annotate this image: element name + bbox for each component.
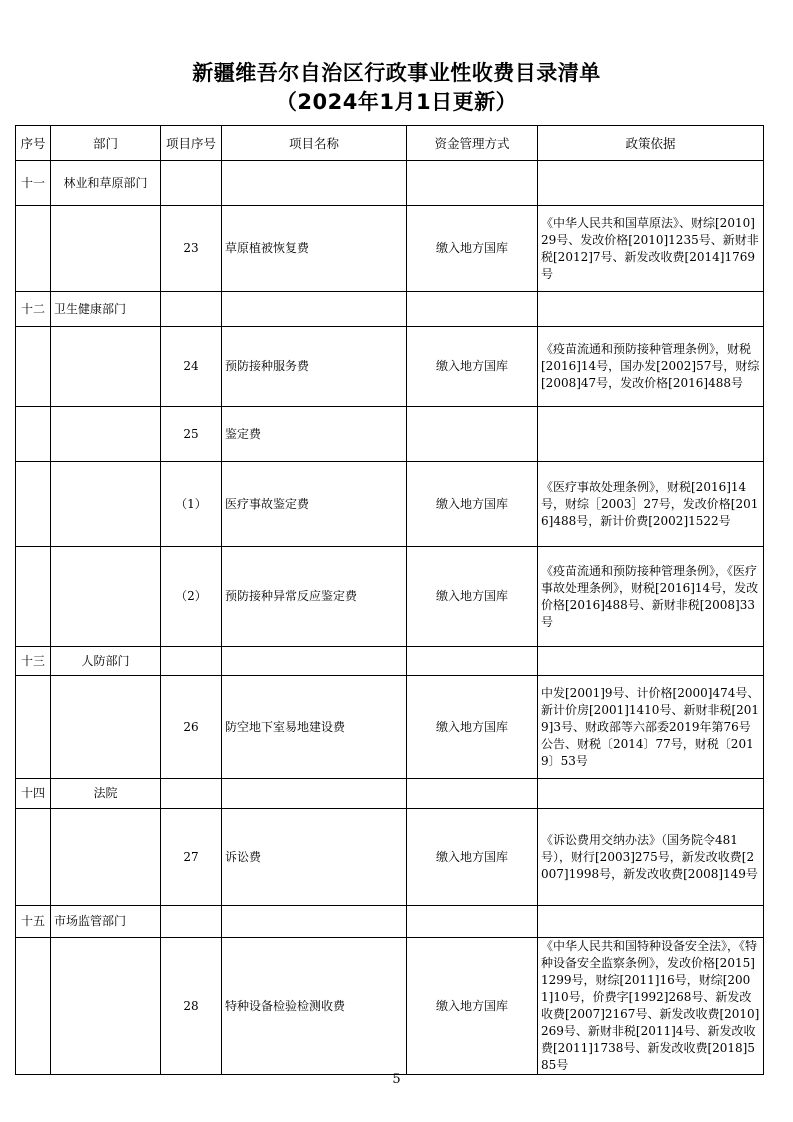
dept-cell: 林业和草原部门 — [51, 161, 161, 206]
item-no-cell: 28 — [161, 938, 222, 1075]
item-no-cell: 24 — [161, 327, 222, 407]
policy-cell: 《中华人民共和国草原法》、财综[2010]29号、发改价格[2010]1235号、新财非税[2012]7号、新发改收费[2014]1769号 — [538, 206, 764, 292]
item-no-cell: （1） — [161, 462, 222, 547]
item-no-cell: （2） — [161, 547, 222, 647]
seq-cell — [16, 407, 51, 462]
item-no-cell: 26 — [161, 676, 222, 779]
item-no-cell — [161, 906, 222, 938]
fee-table — [15, 125, 764, 1075]
page-number: 5 — [392, 1072, 401, 1087]
seq-cell — [16, 462, 51, 547]
item-no-cell — [161, 161, 222, 206]
document-title: 新疆维吾尔自治区行政事业性收费目录清单 — [192, 61, 601, 85]
policy-cell: 《疫苗流通和预防接种管理条例》，财税[2016]14号，国办发[2002]57号，财综[2008]47号，发改价格[2016]488号 — [538, 327, 764, 407]
table-row — [16, 647, 764, 676]
dept-cell — [51, 938, 161, 1075]
fund-cell: 缴入地方国库 — [407, 809, 538, 906]
policy-cell: 《医疗事故处理条例》，财税[2016]14号，财综［2003］27号，发改价格[2016]488号，新计价费[2002]1522号 — [538, 462, 764, 547]
policy-cell — [538, 906, 764, 938]
policy-cell: 《疫苗流通和预防接种管理条例》，《医疗事故处理条例》，财税[2016]14号，发改价格[2016]488号、新财非税[2008]33号 — [538, 547, 764, 647]
fund-cell — [407, 292, 538, 327]
seq-cell: 十四 — [16, 779, 51, 809]
policy-cell — [538, 292, 764, 327]
item-no-cell: 25 — [161, 407, 222, 462]
item-no-cell: 23 — [161, 206, 222, 292]
header-fund-management: 资金管理方式 — [407, 126, 538, 161]
fund-cell — [407, 161, 538, 206]
seq-cell: 十三 — [16, 647, 51, 676]
dept-cell — [51, 327, 161, 407]
header-row — [16, 126, 764, 161]
item-name-cell: 医疗事故鉴定费 — [222, 462, 407, 547]
policy-cell: 《中华人民共和国特种设备安全法》，《特种设备安全监察条例》，发改价格[2015]1299号，财综[2011]16号，财综[2001]10号，价费字[1992]268号、新发改收费[2007]2167号、新发改收费[2010]269号、新财非税[2011]4号、新发改收费[2011]1738号、新发改收费[2018]585号 — [538, 938, 764, 1075]
header-dept: 部门 — [51, 126, 161, 161]
header-item-name: 项目名称 — [222, 126, 407, 161]
dept-cell — [51, 809, 161, 906]
table-row — [16, 161, 764, 206]
dept-cell — [51, 547, 161, 647]
policy-cell — [538, 161, 764, 206]
document-subtitle: （2024年1月1日更新） — [275, 90, 518, 114]
item-name-cell — [222, 161, 407, 206]
table-row — [16, 938, 764, 1075]
item-no-cell — [161, 292, 222, 327]
seq-cell — [16, 676, 51, 779]
item-name-cell: 特种设备检验检测收费 — [222, 938, 407, 1075]
item-name-cell: 诉讼费 — [222, 809, 407, 906]
table-row — [16, 906, 764, 938]
seq-cell — [16, 206, 51, 292]
seq-cell — [16, 809, 51, 906]
header-item-no: 项目序号 — [161, 126, 222, 161]
fund-cell: 缴入地方国库 — [407, 547, 538, 647]
dept-cell: 法院 — [51, 779, 161, 809]
fund-cell: 缴入地方国库 — [407, 938, 538, 1075]
item-name-cell: 预防接种异常反应鉴定费 — [222, 547, 407, 647]
header-policy-basis: 政策依据 — [538, 126, 764, 161]
dept-cell — [51, 407, 161, 462]
policy-cell: 《诉讼费用交纳办法》（国务院令481号），财行[2003]275号，新发改收费[2007]1998号，新发改收费[2008]149号 — [538, 809, 764, 906]
item-name-cell: 鉴定费 — [222, 407, 407, 462]
dept-cell: 卫生健康部门 — [51, 292, 161, 327]
seq-cell: 十五 — [16, 906, 51, 938]
table-row — [16, 292, 764, 327]
item-no-cell — [161, 779, 222, 809]
table-row — [16, 206, 764, 292]
item-name-cell — [222, 906, 407, 938]
item-name-cell: 防空地下室易地建设费 — [222, 676, 407, 779]
dept-cell — [51, 462, 161, 547]
fund-cell — [407, 647, 538, 676]
table-row — [16, 327, 764, 407]
table-row — [16, 676, 764, 779]
dept-cell: 市场监管部门 — [51, 906, 161, 938]
fund-cell: 缴入地方国库 — [407, 327, 538, 407]
table-row — [16, 462, 764, 547]
table-row — [16, 779, 764, 809]
item-no-cell: 27 — [161, 809, 222, 906]
table-row — [16, 809, 764, 906]
item-no-cell — [161, 647, 222, 676]
item-name-cell — [222, 292, 407, 327]
policy-cell: 中发[2001]9号、计价格[2000]474号、新计价房[2001]1410号、新财非税[2019]3号、财政部等六部委2019年第76号公告、财税〔2014〕77号，财税〔2019〕53号 — [538, 676, 764, 779]
fund-cell: 缴入地方国库 — [407, 206, 538, 292]
dept-cell: 人防部门 — [51, 647, 161, 676]
item-name-cell: 预防接种服务费 — [222, 327, 407, 407]
item-name-cell: 草原植被恢复费 — [222, 206, 407, 292]
dept-cell — [51, 676, 161, 779]
table-row — [16, 407, 764, 462]
fund-cell — [407, 779, 538, 809]
dept-cell — [51, 206, 161, 292]
seq-cell: 十一 — [16, 161, 51, 206]
fund-cell — [407, 906, 538, 938]
table-row — [16, 547, 764, 647]
header-seq: 序号 — [16, 126, 51, 161]
seq-cell — [16, 938, 51, 1075]
fund-cell — [407, 407, 538, 462]
item-name-cell — [222, 647, 407, 676]
policy-cell — [538, 407, 764, 462]
fund-cell: 缴入地方国库 — [407, 676, 538, 779]
seq-cell: 十二 — [16, 292, 51, 327]
policy-cell — [538, 779, 764, 809]
policy-cell — [538, 647, 764, 676]
item-name-cell — [222, 779, 407, 809]
fund-cell: 缴入地方国库 — [407, 462, 538, 547]
seq-cell — [16, 327, 51, 407]
seq-cell — [16, 547, 51, 647]
